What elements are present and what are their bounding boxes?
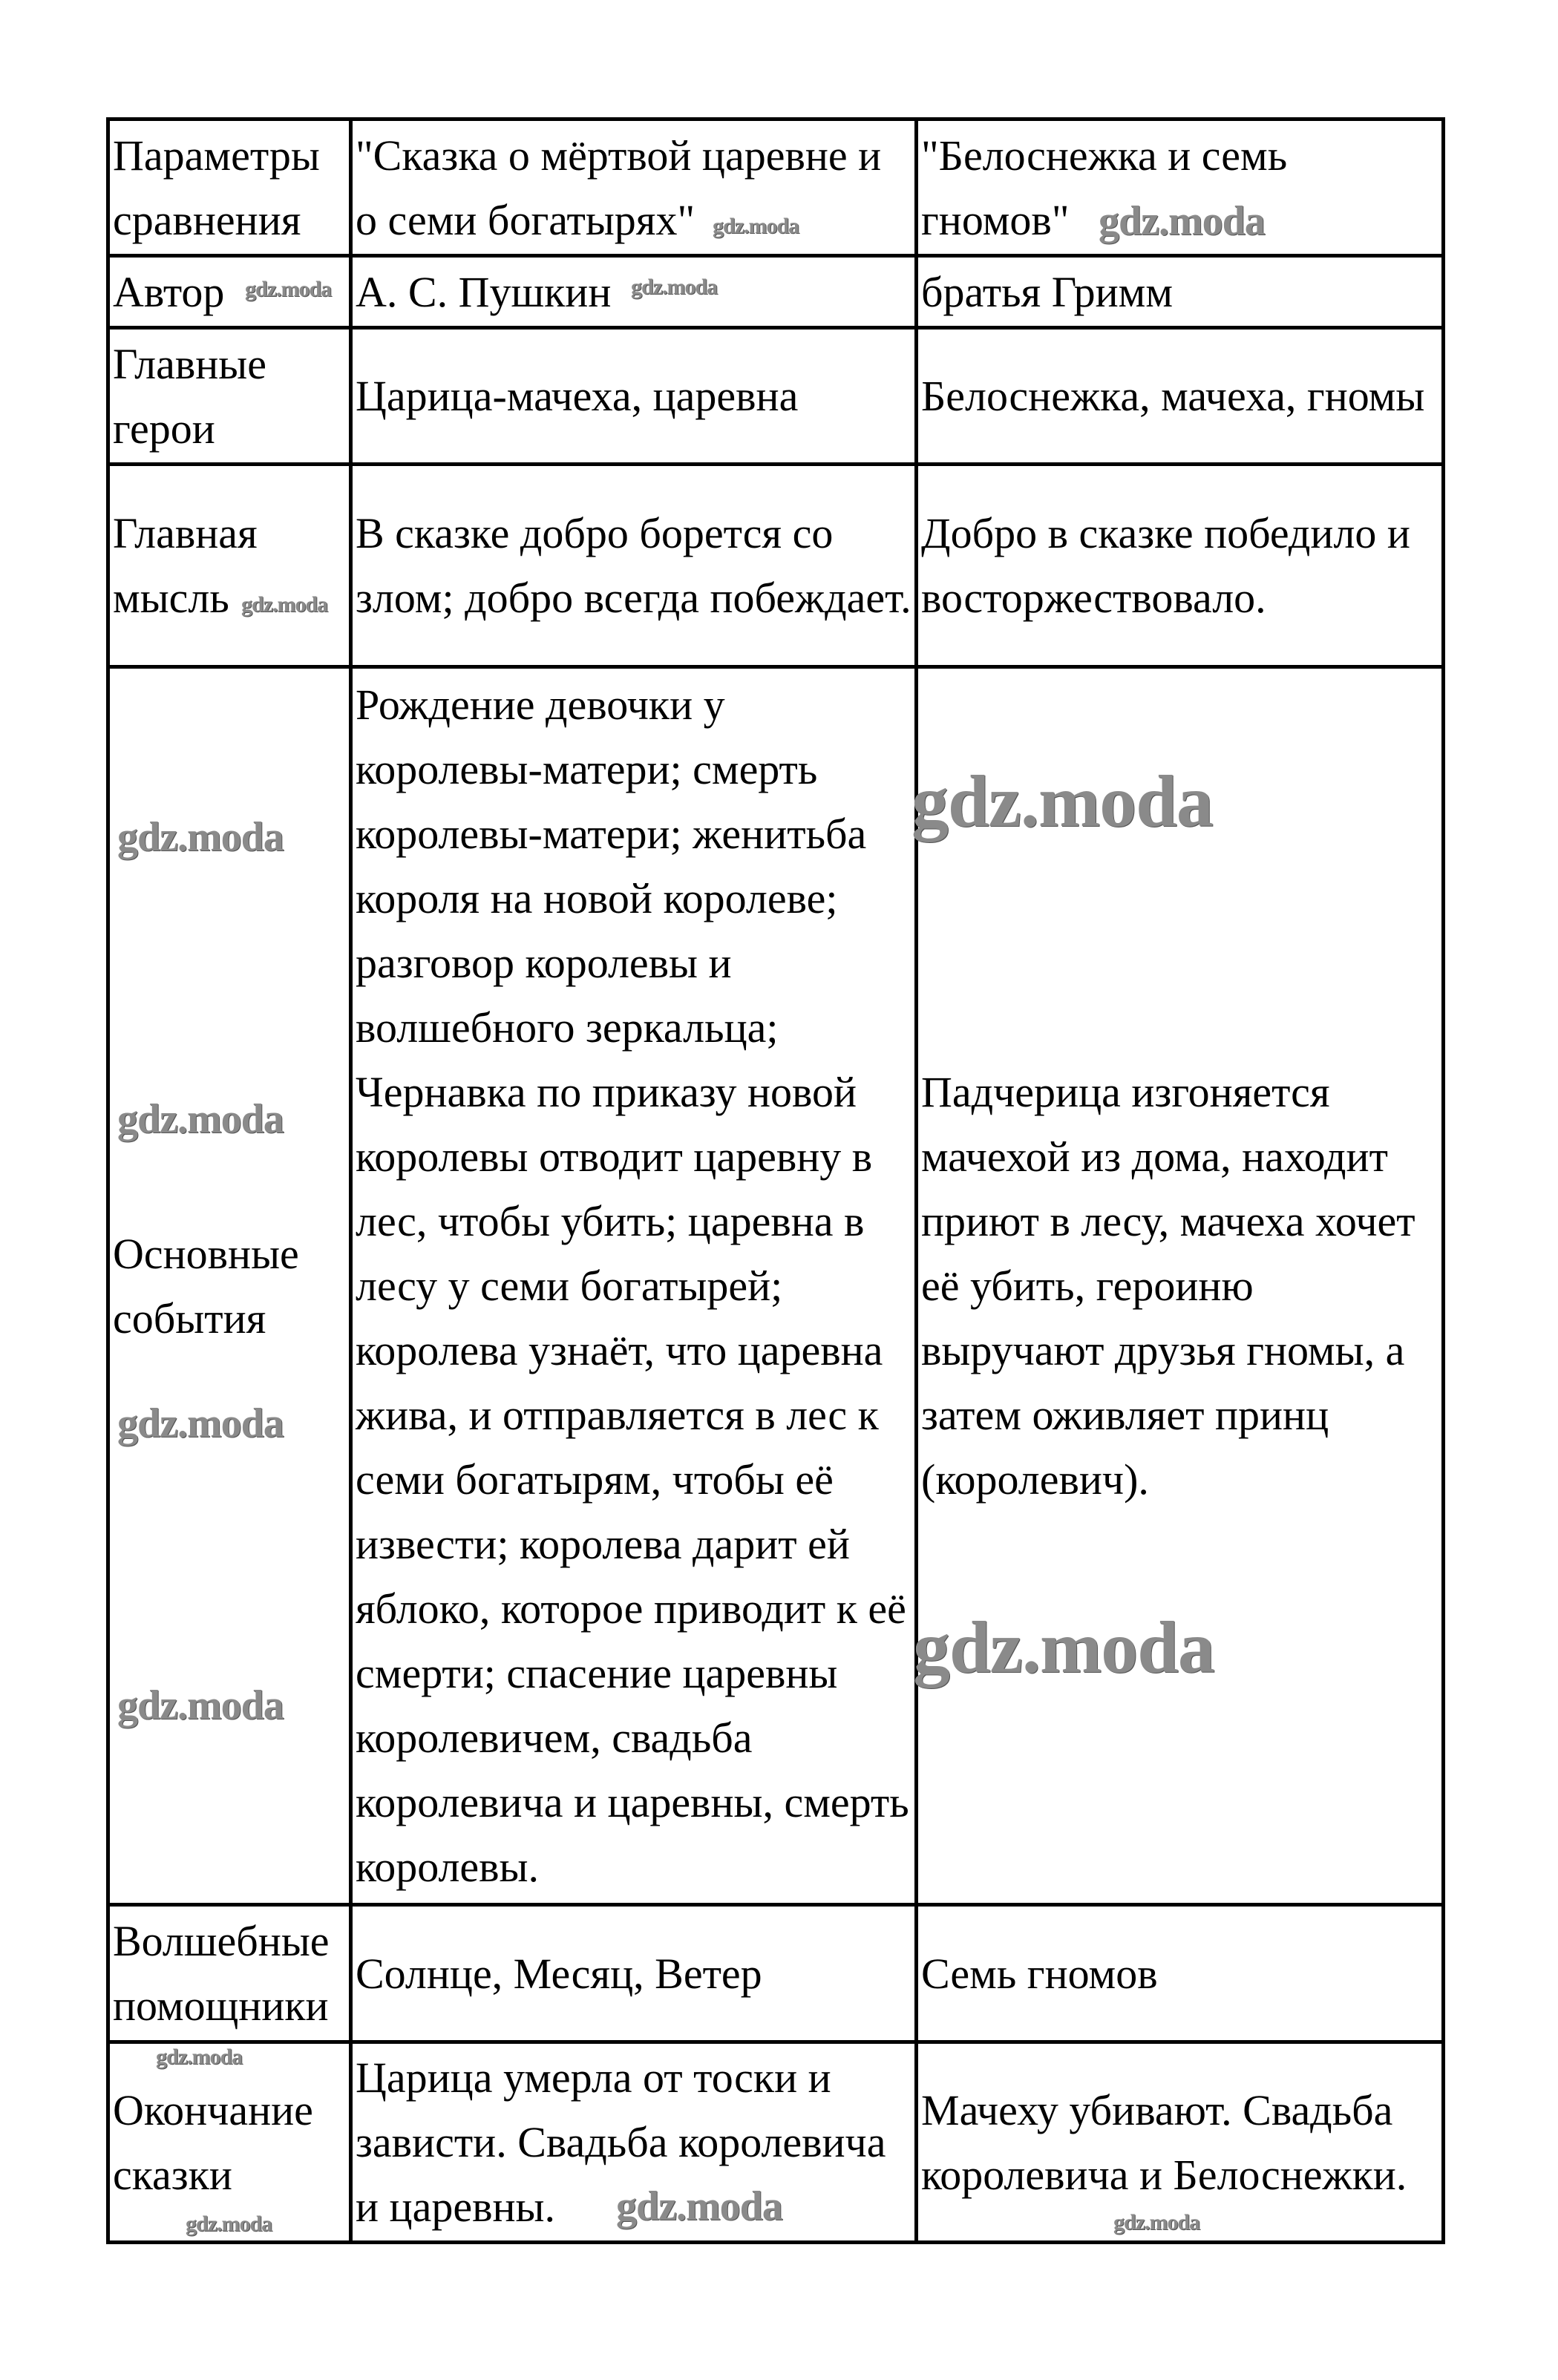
- watermark: gdz.moda: [245, 277, 332, 301]
- table-cell: А. С. Пушкин: [351, 256, 917, 328]
- row-label: Основные события: [108, 667, 351, 1905]
- row-label: Волшебные помощники: [108, 1905, 351, 2042]
- header-cell: "Белоснежка и семь гномов": [917, 119, 1444, 256]
- watermark: gdz.moda: [911, 760, 1213, 842]
- row-label: Окончание сказки: [108, 2042, 351, 2243]
- table-row: [108, 465, 1444, 667]
- watermark: gdz.moda: [631, 275, 718, 299]
- watermark: gdz.moda: [186, 2212, 272, 2236]
- watermark: gdz.moda: [117, 1682, 284, 1728]
- table-row: [108, 2042, 1444, 2243]
- header-cell: "Сказка о мёртвой царевне и о семи богатырях": [351, 119, 917, 256]
- table-row: [108, 1905, 1444, 2042]
- watermark: gdz.moda: [616, 2183, 782, 2229]
- table-cell: Солнце, Месяц, Ветер: [351, 1905, 917, 2042]
- table-cell: Падчерица изгоняется мачехой из дома, находит приют в лесу, мачеха хочет её убить, героиню выручают друзья гномы, а затем оживляет принц (королевич).: [917, 667, 1444, 1905]
- table-row: [108, 667, 1444, 1905]
- header-cell: Параметры сравнения: [108, 119, 351, 256]
- table-cell: братья Гримм: [917, 256, 1444, 328]
- table-cell: Царица-мачеха, царевна: [351, 328, 917, 465]
- table-row: [108, 328, 1444, 465]
- table-cell: Царица умерла от тоски и зависти. Свадьба королевича и царевны.: [351, 2042, 917, 2243]
- watermark: gdz.moda: [117, 1096, 284, 1142]
- watermark: gdz.moda: [117, 814, 284, 860]
- row-label: Главные герои: [108, 328, 351, 465]
- watermark: gdz.moda: [713, 214, 799, 238]
- comparison-table: [106, 117, 1445, 2244]
- row-label: Главная мысль: [108, 465, 351, 667]
- table-cell: Добро в сказке победило и восторжествовало.: [917, 465, 1444, 667]
- table-row: [108, 256, 1444, 328]
- table-cell: Мачеху убивают. Свадьба королевича и Белоснежки.: [917, 2042, 1444, 2243]
- watermark: gdz.moda: [241, 592, 328, 617]
- watermark: gdz.moda: [913, 1606, 1214, 1688]
- watermark: gdz.moda: [1099, 198, 1265, 244]
- watermark: gdz.moda: [117, 1400, 284, 1446]
- watermark: gdz.moda: [1113, 2210, 1200, 2235]
- table-header-row: [108, 119, 1444, 256]
- table-cell: Белоснежка, мачеха, гномы: [917, 328, 1444, 465]
- row-label: Автор: [108, 256, 351, 328]
- table-cell: Рождение девочки у королевы-матери; смерть королевы-матери; женитьба короля на новой королеве; разговор королевы и волшебного зеркальца; Чернавка по приказу новой королевы отводит царевну в лес, чтобы убить; царевна в лесу у семи богатырей; королева узнаёт, что царевна жива, и отправляется в лес к семи богатырям, чтобы её извести; королева дарит ей яблоко, которое приводит к её смерти; спасение царевны королевичем, свадьба королевича и царевны, смерть королевы.: [351, 667, 917, 1905]
- table-cell: Семь гномов: [917, 1905, 1444, 2042]
- table-cell: В сказке добро борется со злом; добро всегда побеждает.: [351, 465, 917, 667]
- watermark: gdz.moda: [156, 2045, 243, 2069]
